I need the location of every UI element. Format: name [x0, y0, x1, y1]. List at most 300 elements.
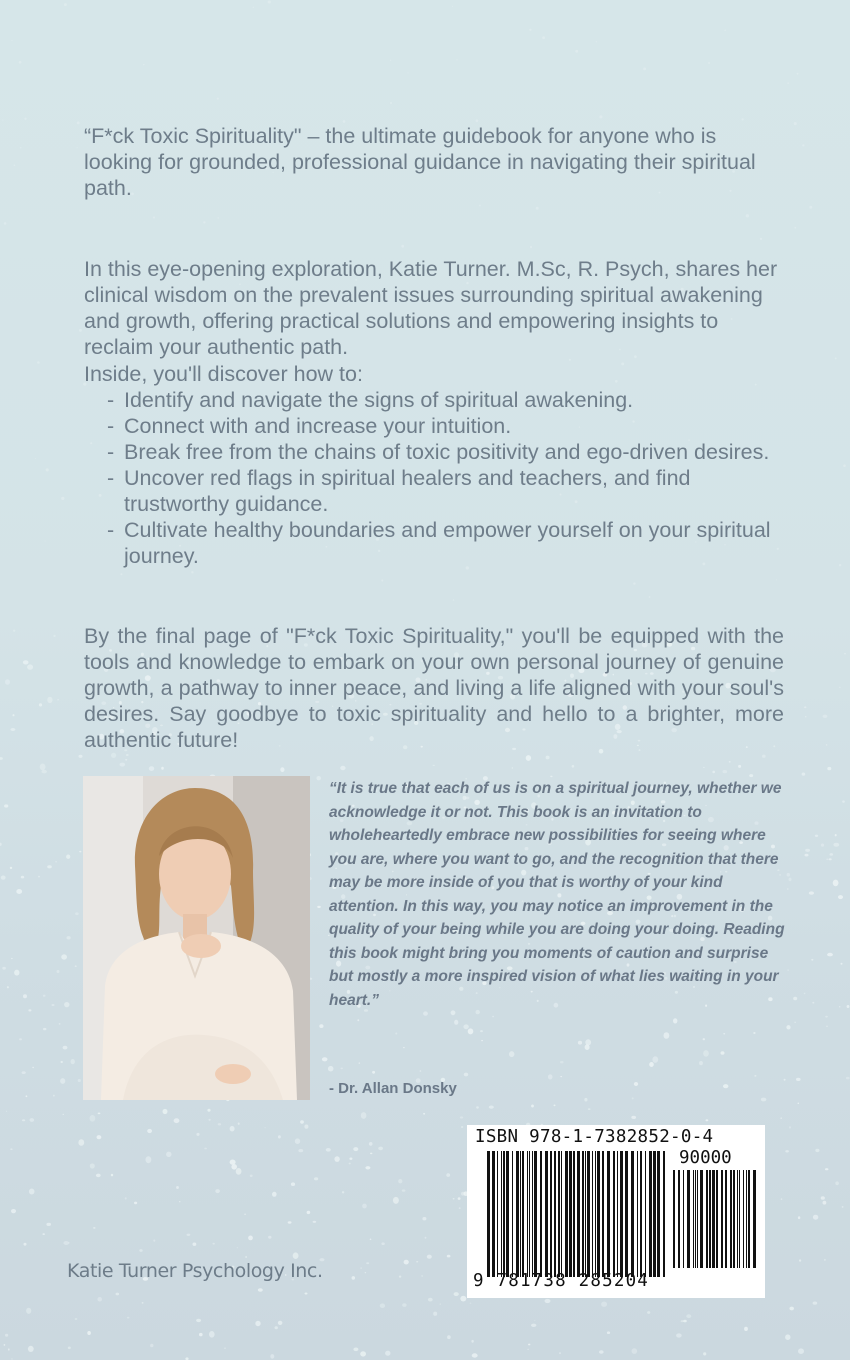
author-portrait-illustration	[83, 776, 310, 1100]
speckle	[753, 1032, 755, 1034]
speckle	[676, 1333, 682, 1337]
speckle	[559, 1352, 561, 1354]
speckle	[77, 121, 80, 124]
speckle	[723, 1033, 725, 1034]
speckle	[163, 1109, 168, 1114]
speckle	[4, 1344, 6, 1346]
speckle	[460, 1116, 463, 1118]
barcode-bar	[683, 1170, 684, 1268]
speckle	[760, 238, 762, 240]
speckle	[596, 41, 597, 42]
speckle	[19, 61, 22, 64]
speckle	[63, 1046, 68, 1050]
speckle	[78, 1139, 84, 1146]
speckle	[46, 1223, 51, 1226]
speckle	[53, 1095, 55, 1097]
closing-paragraph: By the final page of "F*ck Toxic Spirituality," you'll be equipped with the tools and knowledge to embark on your own personal journey of genuine growth, a pathway to inner peace, and living a life aligned with your soul's desires. Say goodbye to toxic spirituality and hello to a brighter, more authentic future!	[84, 624, 784, 752]
barcode-bar	[503, 1151, 505, 1277]
speckle	[30, 1118, 35, 1122]
speckle	[322, 1057, 328, 1061]
speckle	[721, 1051, 725, 1055]
speckle	[93, 1227, 96, 1229]
speckle	[823, 1201, 827, 1205]
speckle	[53, 635, 55, 637]
speckle	[821, 1196, 825, 1200]
speckle	[370, 1153, 372, 1155]
speckle	[456, 59, 457, 60]
speckle	[784, 1079, 786, 1081]
testimonial-quote: “It is true that each of us is on a spiritual journey, whether we acknowledge it or not. This book is an invitation to wholeheartedly embrace new possibilities for seeing where you are, where you want to go, and the recognition that there may be more inside of you that is worthy of your kind attention. In this way, you may notice an improvement in the quality of your being while you are doing your doing. Reading this book might bring you moments of caution and surprise but mostly a more inspired vision of what lies waiting in your heart.”	[329, 780, 785, 1009]
price-code: 90000	[679, 1148, 732, 1168]
speckle	[542, 36, 545, 39]
speckle	[248, 1236, 253, 1241]
speckle	[746, 214, 749, 217]
barcode-bar	[733, 1170, 735, 1268]
speckle	[87, 1331, 91, 1335]
speckle	[11, 40, 12, 41]
speckle	[120, 573, 122, 575]
speckle	[314, 1177, 318, 1180]
speckle	[789, 1307, 794, 1311]
barcode-bar	[577, 1151, 580, 1277]
speckle	[454, 1292, 459, 1296]
speckle	[794, 227, 796, 229]
intro-paragraph: “F*ck Toxic Spirituality" – the ultimate guidebook for anyone who is looking for grounded, professional guidance in navigating their spiritual path.	[84, 124, 756, 200]
speckle	[52, 1004, 55, 1006]
speckle	[5, 679, 10, 685]
speckle	[4, 222, 7, 225]
testimonial-attribution: - Dr. Allan Donsky	[329, 1080, 457, 1097]
speckle	[111, 753, 116, 758]
speckle	[1, 876, 6, 880]
speckle	[813, 1302, 818, 1305]
speckle	[97, 1135, 102, 1139]
speckle	[780, 1118, 782, 1119]
speckle	[372, 1071, 375, 1074]
speckle	[149, 766, 154, 771]
speckle	[824, 1259, 826, 1261]
speckle	[126, 754, 129, 756]
speckle	[398, 1179, 402, 1183]
speckle	[39, 703, 42, 706]
speckle	[839, 1006, 840, 1007]
speckle	[125, 1197, 127, 1199]
barcode-bars	[487, 1151, 667, 1277]
speckle	[809, 206, 812, 209]
speckle	[349, 1163, 351, 1165]
speckle	[43, 1028, 46, 1030]
speckle	[420, 1070, 422, 1072]
barcode-bar	[730, 1170, 732, 1268]
speckle	[150, 1344, 153, 1348]
barcode-bar	[697, 1170, 698, 1268]
speckle	[703, 1352, 706, 1355]
speckle	[340, 1068, 343, 1070]
speckle	[300, 1120, 304, 1123]
speckle	[833, 843, 839, 847]
speckle	[829, 858, 832, 860]
speckle	[349, 1158, 352, 1160]
speckle	[805, 849, 810, 852]
speckle	[24, 1243, 27, 1246]
speckle	[422, 1217, 426, 1220]
speckle	[452, 6, 453, 7]
speckle	[761, 1098, 767, 1102]
speckle	[264, 1127, 265, 1128]
speckle	[531, 1324, 536, 1327]
speckle	[809, 891, 814, 894]
speckle	[19, 1038, 22, 1040]
speckle	[835, 1181, 839, 1185]
speckle	[632, 1097, 634, 1099]
speckle	[42, 1233, 45, 1235]
barcode-bar	[613, 1151, 615, 1277]
barcode-bar	[725, 1170, 727, 1268]
barcode-bar	[657, 1151, 660, 1277]
speckle	[649, 1062, 654, 1067]
speckle	[268, 1236, 271, 1239]
speckle	[75, 1318, 78, 1320]
speckle	[326, 1148, 331, 1152]
speckle	[255, 1321, 260, 1326]
speckle	[762, 755, 766, 758]
barcode-bar	[527, 1151, 528, 1277]
speckle	[744, 1327, 748, 1331]
speckle	[47, 865, 52, 868]
speckle	[153, 217, 155, 219]
speckle	[304, 1125, 308, 1129]
speckle	[272, 1192, 277, 1197]
speckle	[291, 1182, 295, 1186]
speckle	[601, 1302, 607, 1307]
speckle	[353, 1147, 358, 1151]
speckle	[447, 1255, 451, 1258]
speckle	[67, 936, 71, 939]
speckle	[66, 855, 70, 859]
speckle	[378, 1147, 383, 1151]
speckle	[230, 1126, 235, 1132]
speckle	[421, 1275, 422, 1276]
speckle	[365, 1272, 367, 1273]
list-item: - Cultivate healthy boundaries and empower yourself on your spiritual journey.	[107, 518, 771, 568]
speckle	[305, 1293, 308, 1295]
speckle	[585, 1039, 591, 1045]
speckle	[161, 767, 164, 770]
speckle	[841, 963, 843, 965]
speckle	[125, 759, 127, 761]
speckle	[5, 1334, 8, 1337]
speckle	[545, 1299, 551, 1303]
speckle	[729, 761, 731, 762]
speckle	[536, 207, 539, 210]
speckle	[741, 118, 743, 120]
speckle	[461, 1126, 463, 1128]
speckle	[127, 1317, 130, 1319]
speckle	[781, 1198, 783, 1200]
speckle	[826, 859, 828, 861]
speckle	[789, 1126, 791, 1128]
barcode-bar	[620, 1151, 623, 1277]
speckle	[215, 1189, 220, 1193]
speckle	[509, 1051, 514, 1057]
speckle	[361, 1112, 367, 1119]
speckle	[46, 468, 49, 471]
speckle	[193, 1243, 197, 1246]
barcode-bar	[492, 1151, 495, 1277]
speckle	[268, 0, 271, 3]
barcode-bar	[534, 1151, 537, 1277]
barcode-bar	[712, 1170, 715, 1268]
speckle	[14, 164, 16, 166]
barcode-digits: 9 781738 285204	[473, 1271, 650, 1291]
speckle	[795, 1022, 796, 1023]
speckle	[830, 853, 834, 856]
speckle	[723, 1084, 728, 1088]
speckle	[560, 1076, 562, 1077]
speckle	[796, 1078, 801, 1081]
speckle	[218, 1123, 221, 1125]
speckle	[313, 1221, 317, 1223]
speckle	[826, 744, 828, 746]
speckle	[97, 1297, 102, 1302]
speckle	[238, 1123, 240, 1125]
speckle	[512, 767, 513, 768]
speckle	[634, 1082, 638, 1086]
speckle	[599, 1350, 604, 1354]
speckle	[365, 1166, 370, 1169]
speckle	[633, 582, 635, 584]
speckle	[530, 246, 532, 248]
speckle	[647, 1311, 650, 1314]
speckle	[738, 765, 741, 768]
barcode-bar	[602, 1151, 604, 1277]
speckle	[61, 1061, 63, 1063]
speckle	[631, 1116, 636, 1119]
speckle	[153, 1240, 155, 1242]
speckle	[835, 357, 837, 359]
barcode-bar	[640, 1151, 642, 1277]
speckle	[134, 1202, 137, 1205]
speckle	[823, 715, 828, 718]
speckle	[534, 1320, 535, 1321]
speckle	[90, 1115, 96, 1122]
speckle	[23, 994, 27, 998]
speckle	[839, 564, 841, 566]
speckle	[357, 1019, 359, 1021]
speckle	[572, 765, 575, 768]
barcode-bar	[637, 1151, 638, 1277]
speckle	[166, 1152, 171, 1157]
speckle	[560, 1061, 564, 1063]
speckle	[459, 1207, 461, 1209]
speckle	[78, 1079, 81, 1082]
speckle	[22, 1119, 25, 1121]
speckle	[526, 755, 531, 761]
speckle	[26, 1095, 28, 1097]
speckle	[578, 1041, 582, 1045]
speckle	[0, 843, 2, 846]
speckle	[554, 1105, 556, 1107]
speckle	[213, 1243, 215, 1245]
barcode-bar	[663, 1151, 665, 1277]
speckle	[22, 1071, 26, 1074]
speckle	[458, 1197, 461, 1200]
list-item: - Uncover red flags in spiritual healers and teachers, and find trustworthy guidance.	[107, 466, 691, 516]
speckle	[98, 1113, 101, 1115]
speckle	[116, 1293, 120, 1296]
speckle	[187, 1234, 191, 1236]
barcode-bar	[582, 1151, 584, 1277]
speckle	[63, 1114, 64, 1115]
speckle	[61, 954, 67, 959]
speckle	[492, 1016, 494, 1018]
speckle	[204, 1148, 207, 1150]
speckle	[57, 970, 60, 973]
speckle	[440, 1303, 441, 1304]
speckle	[706, 1119, 709, 1121]
speckle	[13, 714, 15, 716]
speckle	[664, 1032, 670, 1039]
speckle	[468, 1028, 474, 1034]
speckle	[139, 1249, 142, 1252]
barcode-bar	[678, 1170, 680, 1268]
speckle	[319, 1024, 323, 1028]
barcode-bar	[597, 1151, 600, 1277]
barcode-bar	[645, 1151, 646, 1277]
speckle	[196, 1133, 199, 1136]
speckle	[476, 119, 479, 122]
speckle	[10, 867, 12, 869]
speckle	[209, 1119, 211, 1121]
speckle	[278, 1321, 283, 1325]
barcode-bar	[550, 1151, 552, 1277]
barcode-bar	[653, 1151, 656, 1277]
speckle	[217, 217, 219, 219]
speckle	[812, 1002, 814, 1004]
speckle	[531, 1105, 534, 1108]
speckle	[28, 1346, 34, 1352]
speckle	[794, 122, 797, 125]
barcode-bar	[573, 1151, 575, 1277]
speckle	[4, 804, 8, 807]
speckle	[79, 329, 82, 332]
barcode-bar	[506, 1151, 509, 1277]
speckle	[787, 82, 789, 84]
speckle	[353, 1348, 358, 1352]
speckle	[805, 854, 809, 857]
speckle	[79, 755, 83, 758]
speckle	[231, 1164, 237, 1170]
speckle	[403, 1047, 405, 1048]
speckle	[416, 1261, 418, 1262]
speckle	[75, 912, 79, 915]
speckle	[2, 119, 3, 120]
barcode-bar	[737, 1170, 738, 1268]
speckle	[75, 966, 77, 967]
speckle	[402, 1303, 406, 1307]
speckle	[40, 764, 46, 771]
speckle	[381, 1242, 384, 1245]
speckle	[798, 1348, 804, 1354]
speckle	[179, 1201, 181, 1202]
speckle	[20, 147, 22, 149]
speckle	[686, 1314, 691, 1318]
speckle	[813, 1215, 818, 1220]
speckle	[821, 844, 824, 847]
speckle	[724, 29, 726, 31]
speckle	[16, 889, 22, 894]
speckle	[250, 1175, 253, 1178]
speckle	[280, 767, 284, 772]
speckle	[142, 1302, 144, 1304]
speckle	[199, 1333, 203, 1336]
speckle	[390, 60, 391, 61]
speckle	[395, 1033, 397, 1035]
speckle	[28, 1009, 31, 1011]
speckle	[842, 1206, 844, 1208]
isbn-barcode	[467, 1125, 765, 1298]
speckle	[835, 834, 837, 836]
speckle	[428, 1298, 433, 1302]
speckle	[575, 50, 578, 53]
speckle	[427, 1255, 432, 1259]
speckle	[64, 1002, 69, 1007]
speckle	[402, 1189, 406, 1191]
author-paragraph: In this eye-opening exploration, Katie Turner. M.Sc, R. Psych, shares her clinical wisdom on the prevalent issues surrounding spiritual awakening and growth, offering practical solutions and empowering insights to reclaim your authentic path.	[84, 257, 778, 359]
barcode-bar	[631, 1151, 634, 1277]
speckle	[328, 1066, 334, 1072]
speckle	[176, 1186, 179, 1189]
speckle	[838, 895, 843, 899]
barcode-bar	[516, 1151, 519, 1277]
speckle	[381, 580, 383, 582]
speckle	[370, 1239, 372, 1241]
barcode-bar	[748, 1170, 750, 1268]
speckle	[804, 993, 806, 995]
speckle	[390, 102, 392, 104]
speckle	[359, 1062, 361, 1064]
speckle	[230, 1160, 236, 1165]
speckle	[476, 1106, 479, 1108]
isbn-label: ISBN 978-1-7382852-0-4	[475, 1127, 714, 1147]
speckle	[825, 1168, 828, 1170]
speckle	[0, 757, 3, 760]
speckle	[278, 1135, 281, 1138]
barcode-bar	[649, 1151, 652, 1277]
speckle	[11, 1209, 16, 1213]
speckle	[43, 995, 46, 997]
speckle	[23, 660, 29, 664]
barcode-bar	[587, 1151, 590, 1277]
speckle	[546, 756, 550, 760]
speckle	[207, 1109, 210, 1112]
author-photo	[83, 776, 310, 1100]
barcode-bar	[716, 1170, 718, 1268]
speckle	[632, 1348, 638, 1354]
barcode-bar	[487, 1151, 490, 1277]
barcode-bar	[739, 1170, 740, 1268]
speckle	[643, 67, 646, 70]
speckle	[307, 1211, 311, 1214]
speckle	[317, 906, 321, 908]
speckle	[380, 1303, 385, 1308]
barcode-bar	[695, 1170, 696, 1268]
speckle	[29, 1189, 35, 1195]
speckle	[479, 205, 481, 207]
speckle	[446, 1173, 450, 1177]
speckle	[815, 1149, 819, 1152]
speckle	[275, 1326, 278, 1329]
